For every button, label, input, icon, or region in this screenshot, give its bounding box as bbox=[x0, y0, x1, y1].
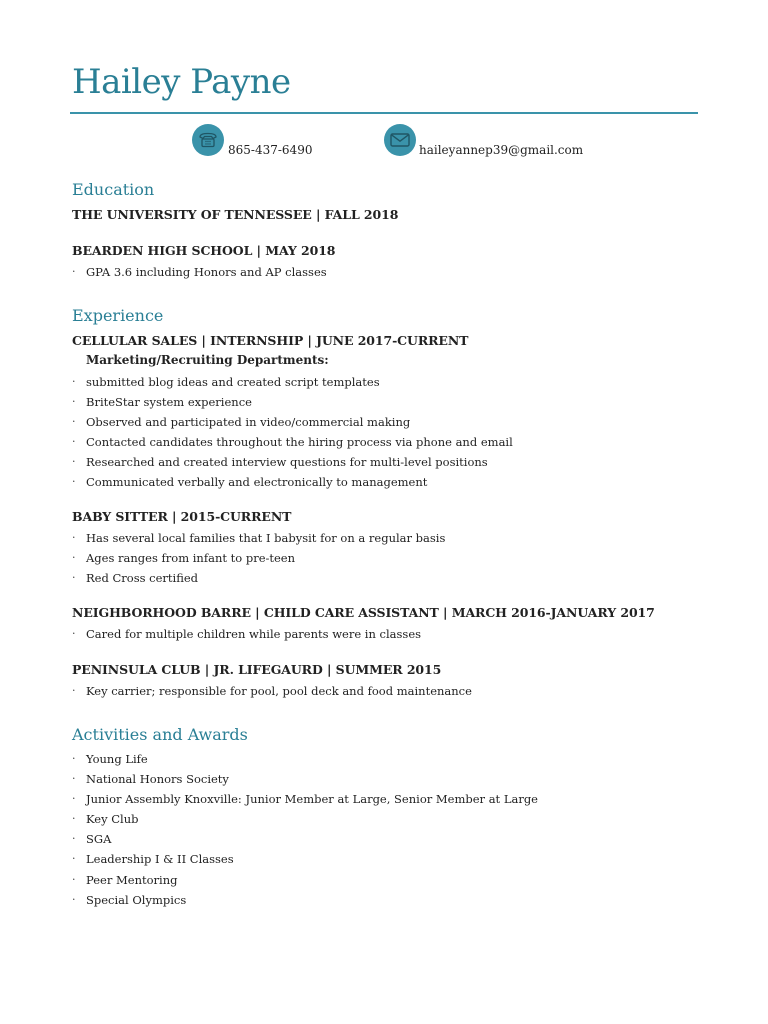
bullet-text: Young Life bbox=[86, 752, 148, 766]
list-item bbox=[72, 829, 538, 849]
bullet-icon: · bbox=[72, 571, 76, 585]
experience-bullet-list bbox=[72, 372, 513, 493]
list-item bbox=[72, 452, 513, 472]
bullet-icon: · bbox=[72, 551, 76, 565]
list-item bbox=[72, 472, 513, 492]
experience-bullet-list bbox=[72, 528, 445, 588]
bullet-icon: · bbox=[72, 852, 76, 866]
bullet-text: Key Club bbox=[86, 812, 139, 827]
phone-number: 865-437-6490 bbox=[228, 143, 313, 157]
list-item bbox=[72, 624, 421, 644]
list-item bbox=[72, 372, 513, 392]
section-title-education: Education bbox=[72, 180, 155, 199]
telephone-icon bbox=[192, 124, 224, 156]
bullet-icon: · bbox=[72, 395, 76, 409]
list-item bbox=[72, 890, 538, 910]
list-item bbox=[72, 432, 513, 452]
list-item bbox=[72, 870, 538, 890]
bullet-text: Communicated verbally and electronically to management bbox=[86, 475, 428, 490]
list-item bbox=[72, 849, 538, 869]
bullet-icon: · bbox=[72, 684, 76, 697]
bullet-icon: · bbox=[72, 375, 76, 388]
bullet-icon: · bbox=[72, 792, 76, 806]
activities-bullet-list bbox=[72, 749, 538, 910]
list-item bbox=[72, 809, 538, 829]
experience-entry-title: NEIGHBORHOOD BARRE | CHILD CARE ASSISTANT | MARCH 2016-JANUARY 2017 bbox=[72, 605, 655, 620]
bullet-text: Ages ranges from infant to pre-teen bbox=[86, 551, 296, 566]
bullet-text: GPA 3.6 including Honors and AP classes bbox=[86, 265, 327, 279]
header-divider bbox=[70, 112, 698, 114]
experience-entry-title: PENINSULA CLUB | JR. LIFEGAURD | SUMMER 2015 bbox=[72, 662, 442, 677]
list-item bbox=[72, 681, 472, 701]
bullet-text: Red Cross certified bbox=[86, 571, 199, 586]
bullet-icon: · bbox=[72, 265, 76, 278]
bullet-icon: · bbox=[72, 812, 76, 826]
list-item bbox=[72, 412, 513, 432]
bullet-text: Contacted candidates throughout the hiring process via phone and email bbox=[86, 435, 513, 450]
candidate-name: Hailey Payne bbox=[72, 62, 291, 102]
envelope-icon bbox=[384, 124, 416, 156]
list-item bbox=[72, 548, 445, 568]
list-item bbox=[72, 262, 327, 282]
list-item bbox=[72, 749, 538, 769]
bullet-text: BriteStar system experience bbox=[86, 395, 252, 410]
bullet-icon: · bbox=[72, 772, 76, 786]
list-item bbox=[72, 789, 538, 809]
bullet-icon: · bbox=[72, 415, 76, 429]
bullet-text: Researched and created interview questions for multi-level positions bbox=[86, 455, 488, 470]
bullet-text: Has several local families that I babysit for on a regular basis bbox=[86, 531, 446, 545]
email-address: haileyannep39@gmail.com bbox=[419, 143, 584, 157]
list-item bbox=[72, 769, 538, 789]
bullet-text: National Honors Society bbox=[86, 772, 229, 787]
bullet-text: Observed and participated in video/commercial making bbox=[86, 415, 411, 430]
bullet-icon: · bbox=[72, 475, 76, 489]
experience-subhead: Marketing/Recruiting Departments: bbox=[86, 353, 329, 367]
bullet-text: Leadership I & II Classes bbox=[86, 852, 234, 867]
education-entry-title: THE UNIVERSITY OF TENNESSEE | FALL 2018 bbox=[72, 207, 399, 222]
bullet-icon: · bbox=[72, 455, 76, 469]
bullet-icon: · bbox=[72, 627, 76, 640]
education-bullet-list bbox=[72, 262, 327, 282]
bullet-text: Key carrier; responsible for pool, pool deck and food maintenance bbox=[86, 684, 472, 698]
bullet-icon: · bbox=[72, 872, 76, 886]
bullet-text: SGA bbox=[86, 832, 112, 847]
list-item bbox=[72, 568, 445, 588]
bullet-icon: · bbox=[72, 531, 76, 544]
section-title-activities: Activities and Awards bbox=[72, 725, 248, 744]
bullet-icon: · bbox=[72, 832, 76, 846]
education-entry-title: BEARDEN HIGH SCHOOL | MAY 2018 bbox=[72, 243, 336, 258]
bullet-icon: · bbox=[72, 892, 76, 906]
experience-bullet-list bbox=[72, 681, 472, 701]
contact-row bbox=[0, 124, 768, 158]
list-item bbox=[72, 392, 513, 412]
bullet-text: Junior Assembly Knoxville: Junior Member at Large, Senior Member at Large bbox=[86, 792, 538, 807]
section-title-experience: Experience bbox=[72, 306, 164, 325]
bullet-icon: · bbox=[72, 435, 76, 449]
experience-bullet-list bbox=[72, 624, 421, 644]
bullet-text: Peer Mentoring bbox=[86, 872, 178, 887]
bullet-text: submitted blog ideas and created script templates bbox=[86, 375, 380, 389]
experience-entry-title: BABY SITTER | 2015-CURRENT bbox=[72, 509, 292, 524]
experience-entry-title: CELLULAR SALES | INTERNSHIP | JUNE 2017-CURRENT bbox=[72, 333, 469, 348]
bullet-text: Cared for multiple children while parents were in classes bbox=[86, 627, 422, 641]
list-item bbox=[72, 528, 445, 548]
bullet-text: Special Olympics bbox=[86, 892, 187, 907]
bullet-icon: · bbox=[72, 752, 76, 765]
